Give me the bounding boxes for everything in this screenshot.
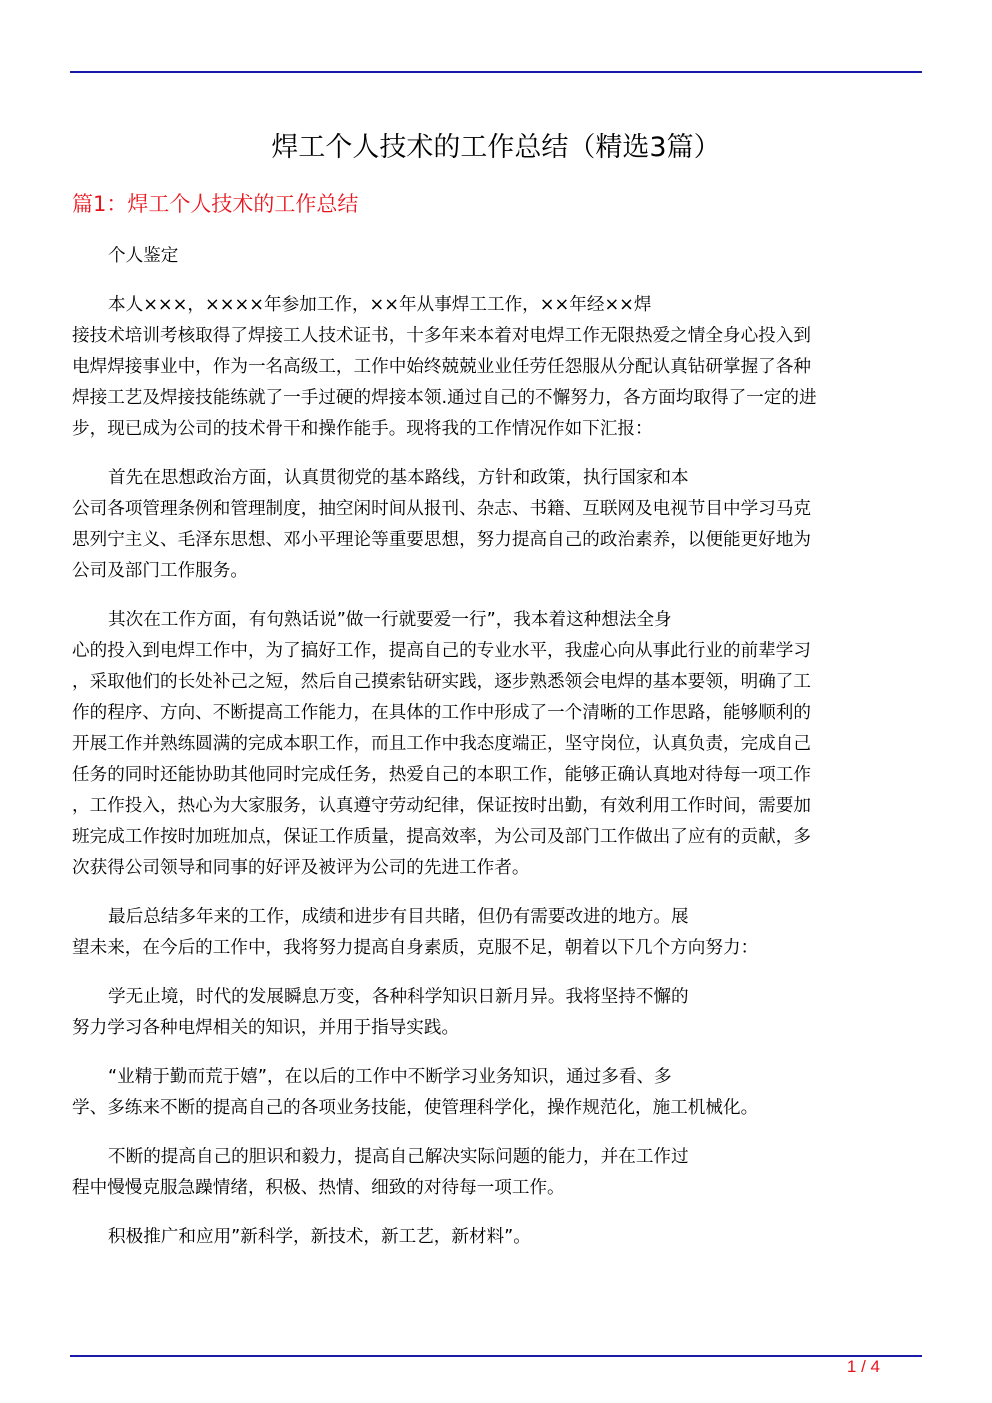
document-title: 焊工个人技术的工作总结（精选3篇） <box>271 132 721 163</box>
paragraph <box>72 1222 922 1253</box>
paragraph-line: 焊接工艺及焊接技能练就了一手过硬的焊接本领.通过自己的不懈努力，各方面均取得了一定的进 <box>72 388 817 408</box>
paragraph-line: 心的投入到电焊工作中，为了搞好工作，提高自己的专业水平，我虚心向从事此行业的前辈学习 <box>72 641 811 661</box>
document-body <box>72 241 922 1271</box>
paragraph-line: ，工作投入，热心为大家服务，认真遵守劳动纪律，保证按时出勤，有效利用工作时间，需要加 <box>72 796 811 816</box>
paragraph-line: 开展工作并熟练圆满的完成本职工作，而且工作中我态度端正，坚守岗位，认真负责，完成自己 <box>72 734 811 754</box>
paragraph-line: 不断的提高自己的胆识和毅力，提高自己解决实际问题的能力，并在工作过 <box>108 1147 689 1167</box>
paragraph-line: 个人鉴定 <box>108 246 179 266</box>
header-rule <box>70 71 922 73</box>
footer-rule <box>70 1355 922 1357</box>
paragraph-line: 思列宁主义、毛泽东思想、邓小平理论等重要思想，努力提高自己的政治素养，以便能更好地为 <box>72 530 811 550</box>
paragraph-line: 次获得公司领导和同事的好评及被评为公司的先进工作者。 <box>72 858 530 878</box>
paragraph-line: 首先在思想政治方面，认真贯彻党的基本路线，方针和政策，执行国家和本 <box>108 468 689 488</box>
paragraph-line: 班完成工作按时加班加点，保证工作质量，提高效率，为公司及部门工作做出了应有的贡献，多 <box>72 827 811 847</box>
paragraph-line: 公司各项管理条例和管理制度，抽空闲时间从报刊、杂志、书籍、互联网及电视节目中学习马克 <box>72 499 811 519</box>
paragraph <box>72 605 922 884</box>
paragraph-line: 学、多练来不断的提高自己的各项业务技能，使管理科学化，操作规范化，施工机械化。 <box>72 1098 759 1118</box>
paragraph-line: 程中慢慢克服急躁情绪，积极、热情、细致的对待每一项工作。 <box>72 1178 565 1198</box>
paragraph-line: 学无止境，时代的发展瞬息万变，各种科学知识日新月异。我将坚持不懈的 <box>108 987 689 1007</box>
paragraph <box>72 982 922 1044</box>
paragraph-line: 努力学习各种电焊相关的知识，并用于指导实践。 <box>72 1018 460 1038</box>
paragraph-line: 积极推广和应用”新科学，新技术，新工艺，新材料”。 <box>108 1227 531 1247</box>
paragraph-line: 步，现已成为公司的技术骨干和操作能手。现将我的工作情况作如下汇报： <box>72 419 653 439</box>
paragraph-line: 公司及部门工作服务。 <box>72 561 248 581</box>
paragraph-line: “业精于勤而荒于嬉”，在以后的工作中不断学习业务知识，通过多看、多 <box>108 1067 672 1087</box>
paragraph-line: 电焊焊接事业中，作为一名高级工，工作中始终兢兢业业任劳任怨服从分配认真钻研掌握了各种 <box>72 357 811 377</box>
paragraph <box>72 241 922 272</box>
paragraph <box>72 290 922 445</box>
paragraph <box>72 463 922 587</box>
paragraph-line: 最后总结多年来的工作，成绩和进步有目共睹，但仍有需要改进的地方。展 <box>108 907 689 927</box>
paragraph <box>72 902 922 964</box>
section-heading: 篇1：焊工个人技术的工作总结 <box>72 192 359 216</box>
paragraph-line: 望未来，在今后的工作中，我将努力提高自身素质，克服不足，朝着以下几个方向努力： <box>72 938 759 958</box>
paragraph-line: 其次在工作方面，有句熟话说”做一行就要爱一行”，我本着这种想法全身 <box>108 610 672 630</box>
paragraph-line: 作的程序、方向、不断提高工作能力，在具体的工作中形成了一个清晰的工作思路，能够顺利的 <box>72 703 811 723</box>
paragraph-line: 本人×××，××××年参加工作，××年从事焊工工作，××年经××焊 <box>108 295 652 315</box>
paragraph <box>72 1142 922 1204</box>
paragraph <box>72 1062 922 1124</box>
paragraph-line: ，采取他们的长处补己之短，然后自己摸索钻研实践，逐步熟悉领会电焊的基本要领，明确了工 <box>72 672 811 692</box>
paragraph-line: 接技术培训考核取得了焊接工人技术证书，十多年来本着对电焊工作无限热爱之情全身心投入到 <box>72 326 811 346</box>
paragraph-line: 任务的同时还能协助其他同时完成任务，热爱自己的本职工作，能够正确认真地对待每一项工作 <box>72 765 811 785</box>
page-number: 1 / 4 <box>846 1357 880 1376</box>
